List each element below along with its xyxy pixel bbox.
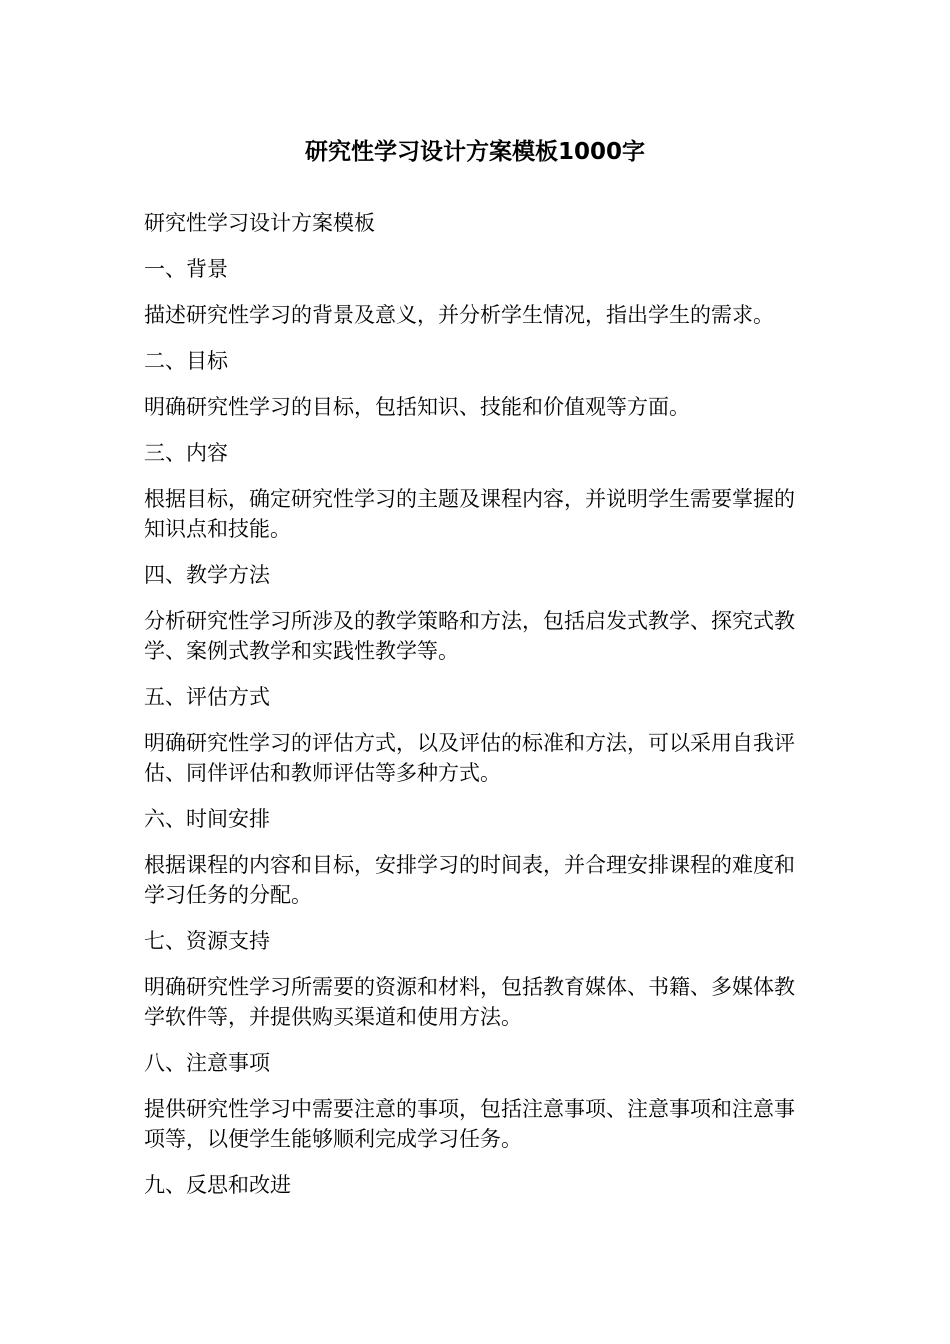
section-text-goals: 明确研究性学习的目标，包括知识、技能和价值观等方面。 bbox=[144, 395, 690, 419]
section-heading-goals: 二、目标 bbox=[144, 349, 228, 373]
section-heading-notes: 八、注意事项 bbox=[144, 1051, 270, 1075]
section-text-assessment: 明确研究性学习的评估方式，以及评估的标准和方法，可以采用自我评估、同伴评估和教师评估等多种方式。 bbox=[144, 731, 795, 785]
document-title: 研究性学习设计方案模板1000字 bbox=[304, 139, 645, 165]
section-heading-background: 一、背景 bbox=[144, 257, 228, 281]
section-heading-content: 三、内容 bbox=[144, 441, 228, 465]
document-body bbox=[144, 208, 809, 1216]
section-text-schedule: 根据课程的内容和目标，安排学习的时间表，并合理安排课程的难度和学习任务的分配。 bbox=[144, 853, 795, 907]
subtitle: 研究性学习设计方案模板 bbox=[144, 211, 375, 235]
section-heading-schedule: 六、时间安排 bbox=[144, 807, 270, 831]
section-heading-resources: 七、资源支持 bbox=[144, 929, 270, 953]
section-heading-teaching-methods: 四、教学方法 bbox=[144, 563, 270, 587]
section-heading-reflection: 九、反思和改进 bbox=[144, 1173, 291, 1197]
section-text-content: 根据目标，确定研究性学习的主题及课程内容，并说明学生需要掌握的知识点和技能。 bbox=[144, 487, 795, 541]
section-text-resources: 明确研究性学习所需要的资源和材料，包括教育媒体、书籍、多媒体教学软件等，并提供购买渠道和使用方法。 bbox=[144, 975, 795, 1029]
section-text-teaching-methods: 分析研究性学习所涉及的教学策略和方法，包括启发式教学、探究式教学、案例式教学和实践性教学等。 bbox=[144, 609, 795, 663]
section-text-background: 描述研究性学习的背景及意义，并分析学生情况，指出学生的需求。 bbox=[144, 303, 774, 327]
section-heading-assessment: 五、评估方式 bbox=[144, 685, 270, 709]
section-text-notes: 提供研究性学习中需要注意的事项，包括注意事项、注意事项和注意事项等，以便学生能够顺利完成学习任务。 bbox=[144, 1097, 795, 1151]
